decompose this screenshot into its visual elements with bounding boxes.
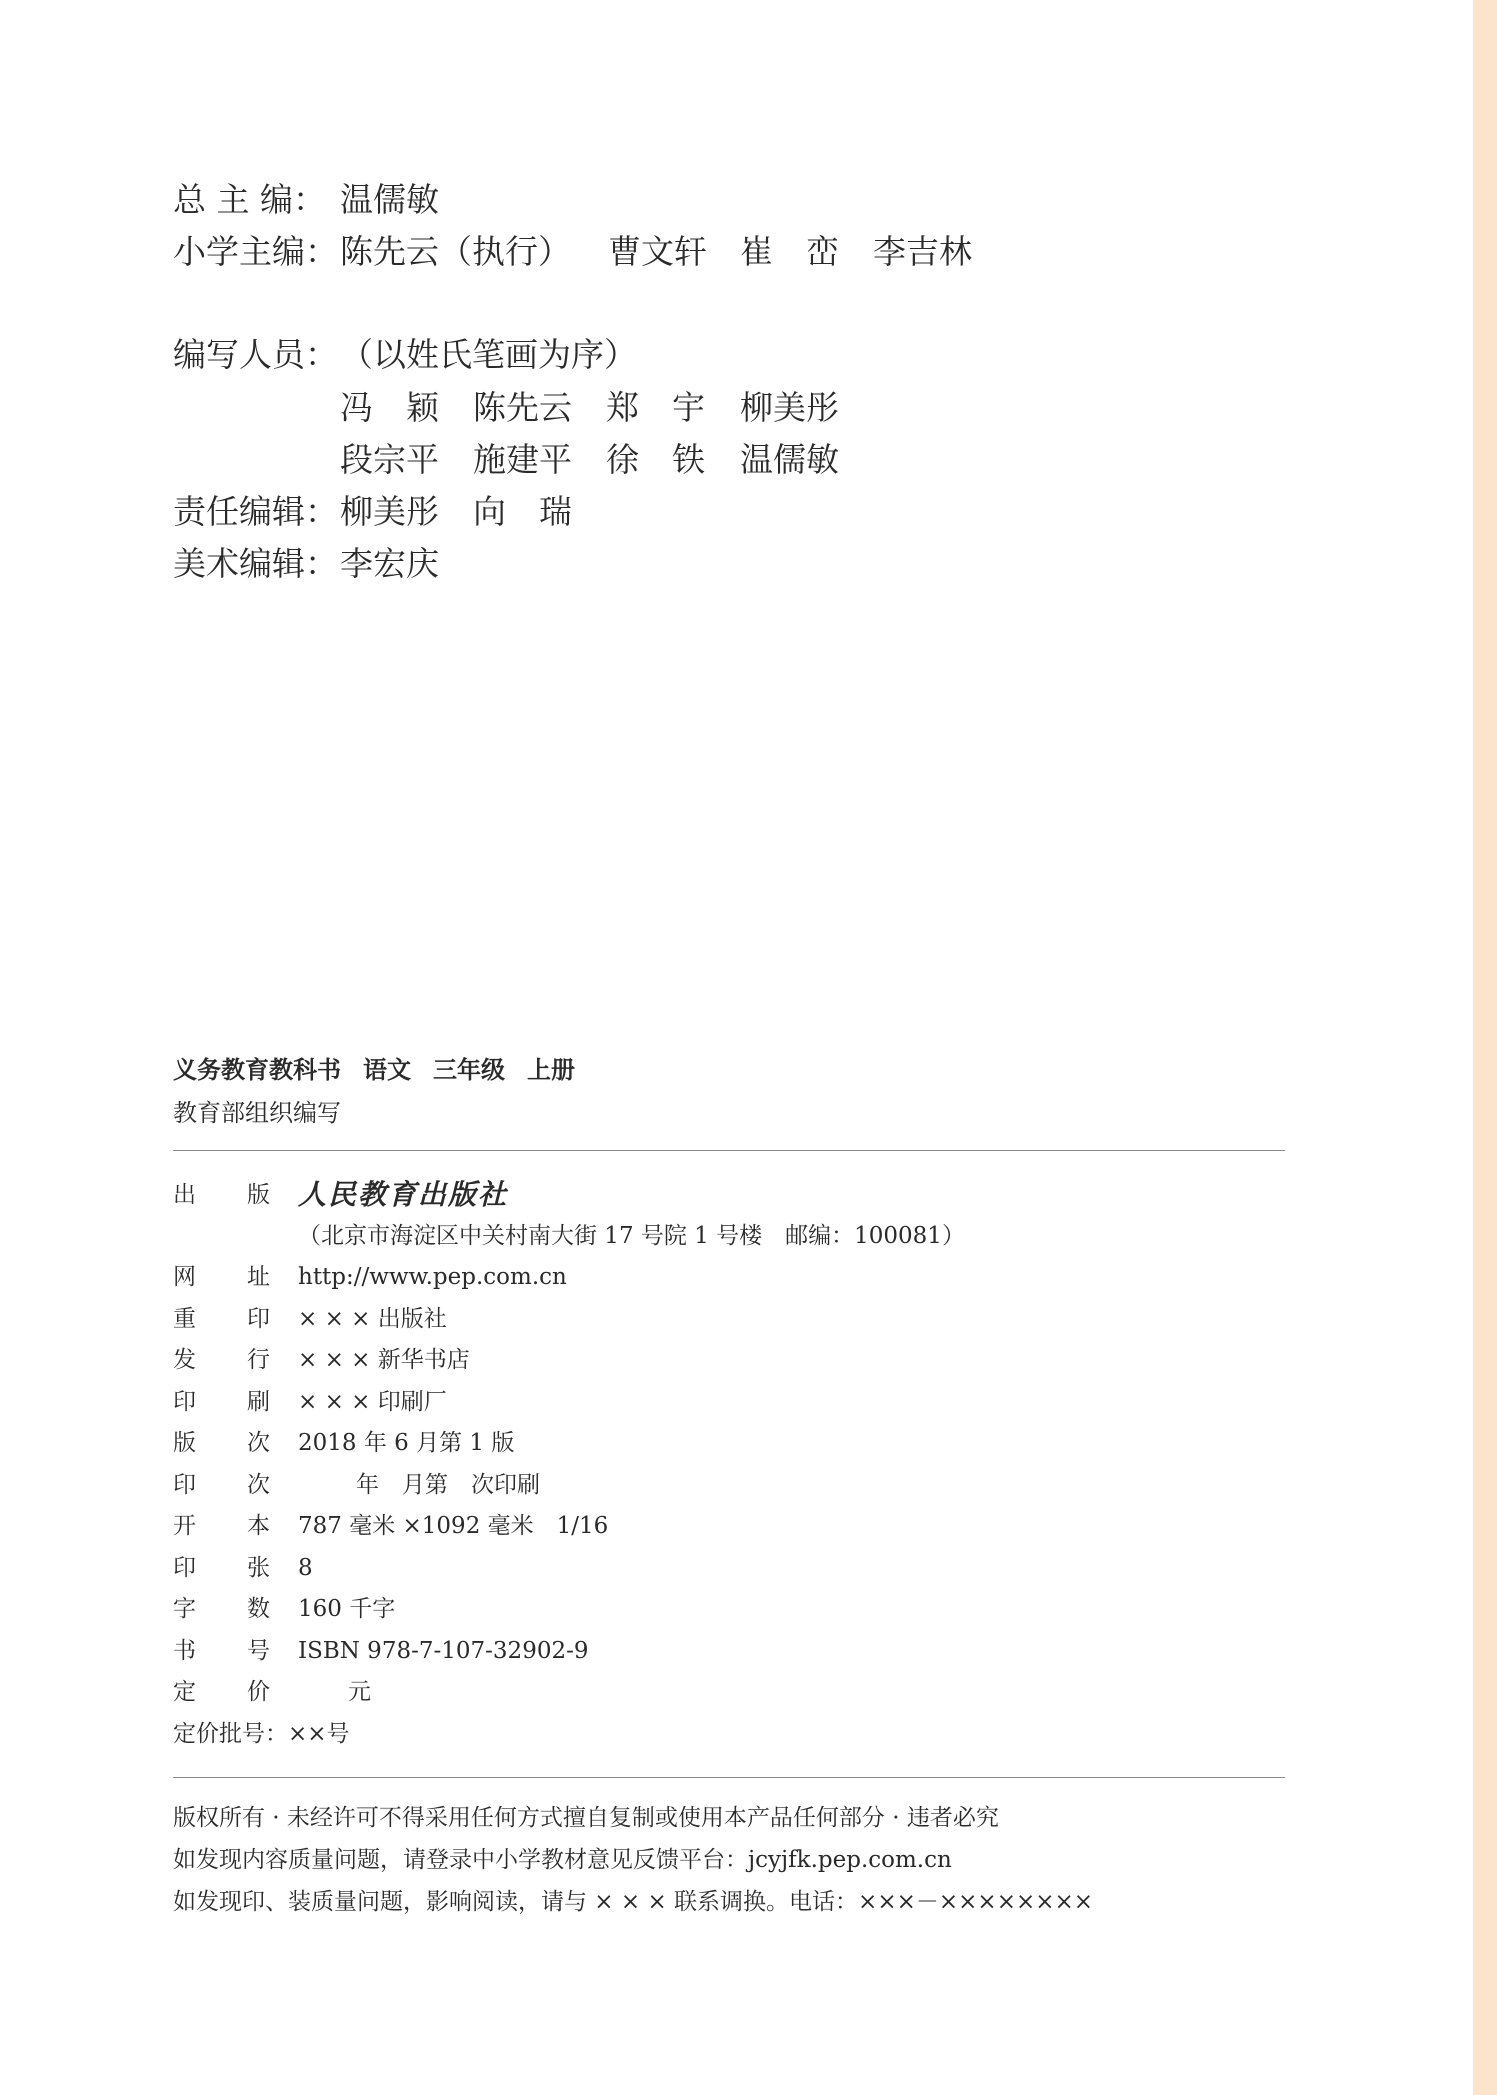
writer-name: 施建平 <box>473 440 572 479</box>
edition-value: 2018 年 6 月第 1 版 <box>298 1430 515 1456</box>
price-value: 元 <box>348 1679 371 1705</box>
publisher-address: （北京市海淀区中关村南大街 17 号院 1 号楼 邮编：100081） <box>298 1223 965 1249</box>
art-editor-name: 李宏庆 <box>340 544 439 583</box>
primary-editor-name: 崔 峦 <box>740 232 839 271</box>
responsible-editor-name: 柳美彤 <box>340 492 439 531</box>
primary-editor-name: 李吉林 <box>873 232 972 271</box>
primary-editor-label: 小学主编： <box>173 232 338 271</box>
writer-name: 冯 颖 <box>340 388 439 427</box>
chief-editor-name: 温儒敏 <box>340 180 439 219</box>
distribution-value: × × × 新华书店 <box>298 1347 470 1373</box>
writer-name: 徐 铁 <box>606 440 705 479</box>
format-value: 787 毫米 ×1092 毫米 1/16 <box>298 1513 609 1539</box>
writer-name: 段宗平 <box>340 440 439 479</box>
price-approval-row <box>173 1714 350 1754</box>
price-approval-value: ××号 <box>288 1721 350 1747</box>
book-volume: 上册 <box>527 1056 575 1084</box>
writer-name: 温儒敏 <box>740 440 839 479</box>
price-approval-label: 定价批号： <box>173 1721 288 1747</box>
responsible-editor-label: 责任编辑： <box>173 492 338 531</box>
impression-value: 年 月第 次印刷 <box>356 1472 540 1498</box>
book-title <box>173 1050 597 1085</box>
writer-name: 郑 宇 <box>606 388 705 427</box>
quality-notice: 如发现印、装质量问题，影响阅读，请与 × × × 联系调换。电话：×××－×××××××× <box>173 1889 1094 1915</box>
divider-line <box>173 1150 1285 1151</box>
primary-editor-name: 曹文轩 <box>608 232 707 271</box>
reprint-value: × × × 出版社 <box>298 1306 447 1332</box>
responsible-editor-line <box>173 487 572 537</box>
writers-order-note: （以姓氏笔画为序） <box>340 335 637 374</box>
book-subject: 语文 <box>363 1056 411 1084</box>
writers-label: 编写人员： <box>173 335 338 374</box>
book-series: 义务教育教科书 <box>173 1056 341 1084</box>
book-compiler: 教育部组织编写 <box>173 1099 341 1127</box>
chief-editor-label: 总 主 编： <box>173 180 326 219</box>
copyright-notice: 版权所有 · 未经许可不得采用任何方式擅自复制或使用本产品任何部分 · 违者必究 <box>173 1805 999 1831</box>
printing-value: × × × 印刷厂 <box>298 1389 447 1415</box>
website-value: http://www.pep.com.cn <box>298 1264 567 1290</box>
primary-editor-name: 陈先云（执行） <box>340 232 571 271</box>
divider-line <box>173 1777 1285 1778</box>
isbn-value: ISBN 978-7-107-32902-9 <box>298 1638 589 1664</box>
publisher-logo: 人民教育出版社 <box>298 1178 509 1211</box>
writers-line <box>173 330 637 380</box>
sheets-value: 8 <box>298 1555 313 1581</box>
writer-name: 陈先云 <box>473 388 572 427</box>
side-color-strip <box>1473 0 1497 2095</box>
writer-name: 柳美彤 <box>740 388 839 427</box>
art-editor-line <box>173 539 439 589</box>
art-editor-label: 美术编辑： <box>173 544 338 583</box>
feedback-notice: 如发现内容质量问题，请登录中小学教材意见反馈平台：jcyjfk.pep.com.cn <box>173 1847 952 1873</box>
primary-editor-line <box>173 227 972 277</box>
book-grade: 三年级 <box>433 1056 505 1084</box>
chief-editor-line <box>173 175 439 225</box>
responsible-editor-name: 向 瑞 <box>473 492 572 531</box>
word-count-value: 160 千字 <box>298 1596 396 1622</box>
